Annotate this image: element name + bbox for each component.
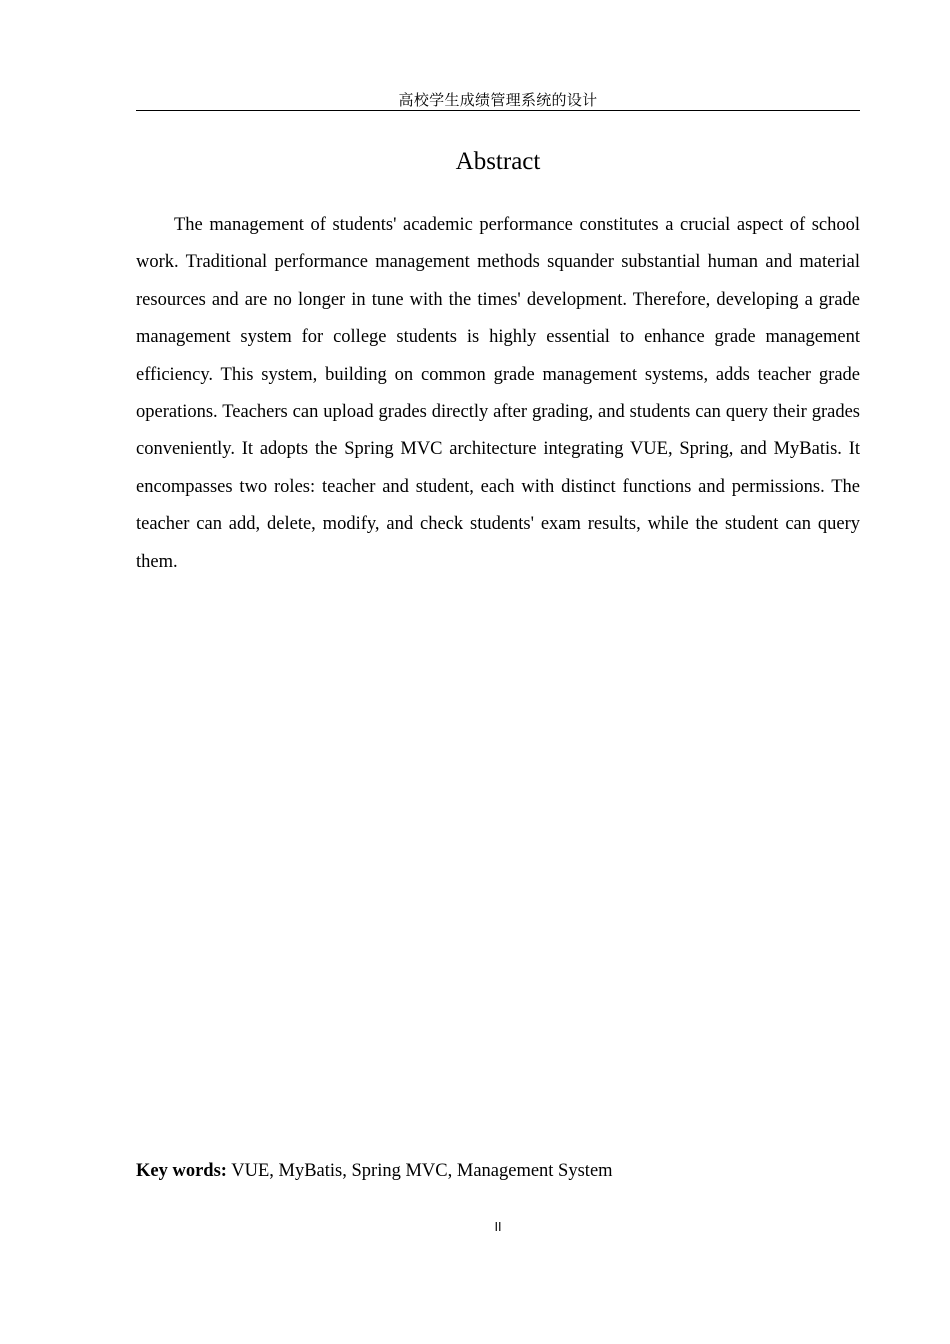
abstract-body: The management of students' academic performance constitutes a crucial aspect of school work. Traditional performance management methods squander substantial human and material resources and are no longer in tune with the times' development. Therefore, developing a grade management system for college students is highly essential to enhance grade management efficiency. This system, building on common grade management systems, adds teacher grade operations. Teachers can upload grades directly after grading, and students can query their grades conveniently. It adopts the Spring MVC architecture integrating VUE, Spring, and MyBatis. It encompasses two roles: teacher and student, each with distinct functions and permissions. The teacher can add, delete, modify, and check students' exam results, while the student can query them. [136, 215, 860, 572]
abstract-title: Abstract [455, 148, 541, 175]
keywords-line [136, 1158, 860, 1184]
keywords-label: Key words: [136, 1161, 227, 1181]
page-number: II [494, 1220, 502, 1234]
header-rule [136, 110, 860, 111]
running-header: 高校学生成绩管理系统的设计 [398, 91, 598, 109]
keywords-value: VUE, MyBatis, Spring MVC, Management System [231, 1161, 613, 1181]
